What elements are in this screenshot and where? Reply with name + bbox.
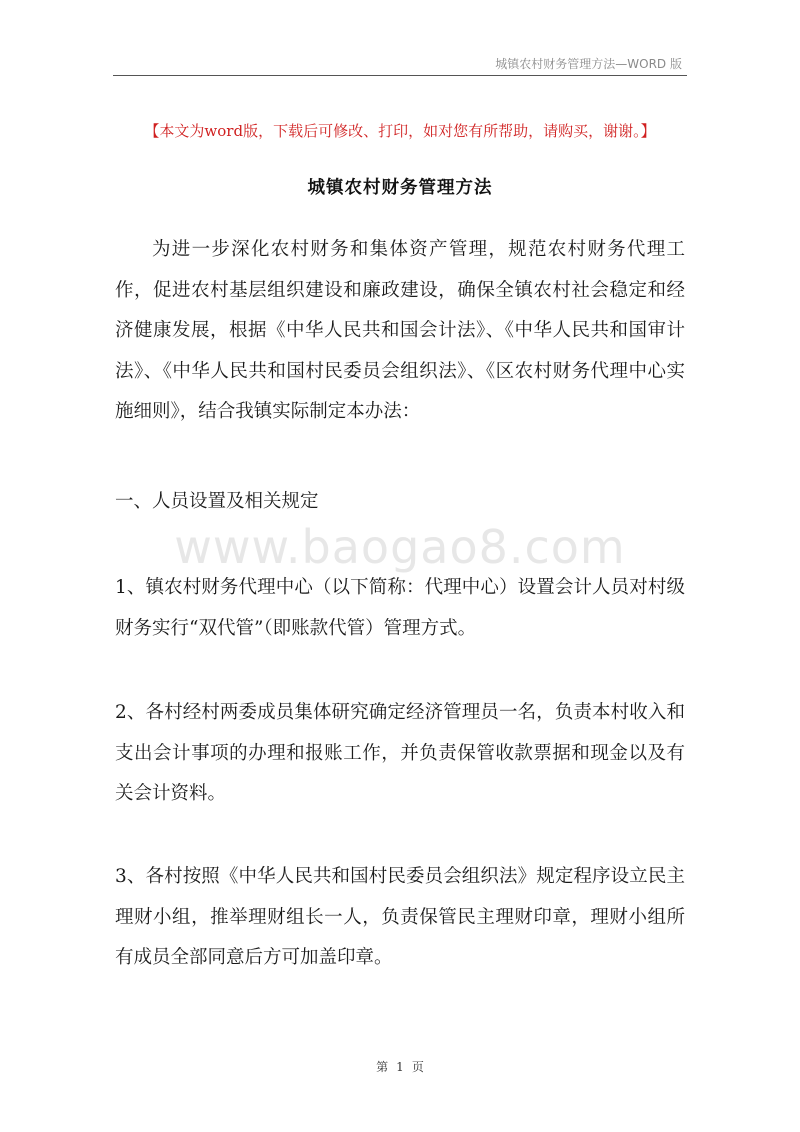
running-header: 城镇农村财务管理方法—WORD 版 [495,57,682,71]
download-notice: 【本文为word版，下载后可修改、打印，如对您有所帮助，请购买，谢谢。】 [144,122,656,140]
section-heading: 一、人员设置及相关规定 [115,491,319,512]
header-divider [113,75,687,76]
list-item: 2、各村经村两委成员集体研究确定经济管理员一名，负责本村收入和支出会计事项的办理和报账工作，并负责保管收款票据和现金以及有关会计资料。 [115,702,685,804]
page-prefix: 第 [376,1060,389,1074]
list-item: 3、各村按照《中华人民共和国村民委员会组织法》规定程序设立民主理财小组，推举理财组长一人，负责保管民主理财印章，理财小组所有成员全部同意后方可加盖印章。 [115,866,685,968]
intro-paragraph: 为进一步深化农村财务和集体资产管理，规范农村财务代理工作，促进农村基层组织建设和廉政建设，确保全镇农村社会稳定和经济健康发展，根据《中华人民共和国会计法》、《中华人民共和国审计法》、《中华人民共和国村民委员会组织法》、《区农村财务代理中心实施细则》，结合我镇实际制定本办法： [115,239,685,422]
page-footer [0,1058,800,1075]
watermark-text: www.baogao8.com [174,520,626,574]
list-item: 1、镇农村财务代理中心（以下简称：代理中心）设置会计人员对村级财务实行“双代管”（即账款代管）管理方式。 [115,577,685,639]
page-suffix: 页 [411,1060,424,1074]
page-number: 1 [396,1060,404,1074]
document-title: 城镇农村财务管理方法 [307,178,493,198]
